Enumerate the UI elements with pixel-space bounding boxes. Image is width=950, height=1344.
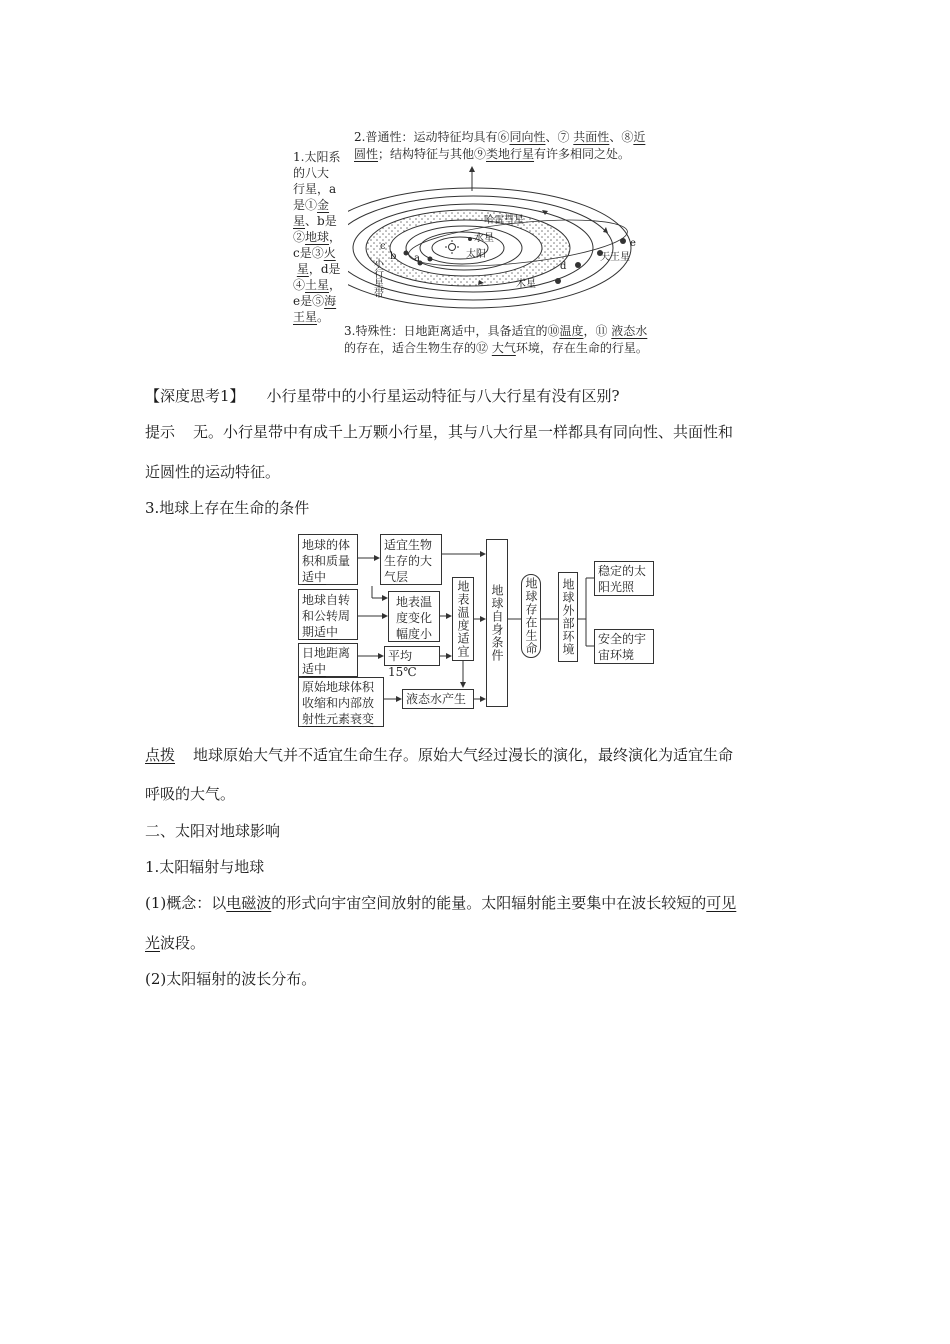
flow-box-temperature-variation: 地表温 度变化 幅度小	[388, 591, 440, 642]
wavelength-item: (2)太阳辐射的波长分布。	[145, 970, 317, 988]
planet-d-marker	[575, 262, 581, 268]
section3-heading: 3.地球上存在生命的条件	[145, 499, 310, 517]
label-uranus: 天王星	[600, 252, 630, 263]
flow-box-earth-own-conditions: 地球自身条件	[486, 539, 508, 707]
solar-system-figure	[288, 125, 668, 360]
flow-box-primitive-earth: 原始地球体积 收缩和内部放 射性元素衰变	[298, 677, 384, 727]
label-c: c	[380, 241, 386, 252]
dianbo-line-2: 呼吸的大气。	[145, 785, 236, 803]
label-e: e	[630, 238, 636, 249]
concept-line-1: (1)概念：以电磁波的形式向宇宙空间放射的能量。太阳辐射能主要集中在波长较短的可见	[145, 894, 737, 912]
figure-top-text-line2: 圆性；结构特征与其他⑨类地行星有许多相同之处。	[354, 147, 631, 161]
section2-sub1: 1.太阳辐射与地球	[145, 858, 265, 876]
figure-bottom-text-line1: 3.特殊性：日地距离适中，具备适宜的⑩温度，⑪ 液态水	[344, 324, 648, 338]
flow-box-life-exists-on-earth: 地球存在生命	[521, 574, 541, 658]
label-mercury: 水星	[474, 233, 494, 244]
flow-box-liquid-water: 液态水产生	[402, 689, 474, 709]
flow-box-atmosphere: 适宜生物 生存的大 气层	[380, 534, 442, 585]
flow-box-volume-mass: 地球的体 积和质量 适中	[298, 534, 358, 585]
concept-line-2: 光波段。	[145, 934, 206, 952]
label-halley-comet: 哈雷彗星	[484, 215, 524, 226]
flow-box-external-environment: 地球外部环境	[558, 572, 578, 662]
figure-top-text-line1: 2.普通性：运动特征均具有⑥同向性、⑦ 共面性、⑧近	[354, 130, 646, 144]
label-sun: 太阳	[466, 249, 486, 260]
figure-left-label: 1.太阳系 的八大 行星，a 是①金 星、b是 ②地球， c是③火 星，d是 ④土星， e是⑤海 王星。	[293, 150, 342, 324]
orbit-diagram	[348, 163, 648, 323]
flow-box-stable-sunlight: 稳定的太 阳光照	[594, 561, 654, 596]
life-conditions-flowchart	[296, 534, 661, 726]
mercury-marker	[468, 237, 472, 241]
planet-c-marker	[404, 251, 409, 256]
planet-a-marker	[428, 257, 433, 262]
flow-box-sun-earth-distance: 日地距离 适中	[298, 643, 358, 677]
label-asteroid-belt: 小行星带	[374, 259, 384, 300]
flow-box-safe-cosmic-environment: 安全的宇 宙环境	[594, 629, 654, 664]
flow-box-suitable-surface-temp: 地表温度适宜	[452, 577, 474, 661]
figure-bottom-text-line2: 的存在，适合生物生存的⑫ 大气环境，存在生命的行星。	[344, 341, 648, 355]
flowchart-connectors	[296, 534, 661, 729]
deep-think-title: 【深度思考1】	[145, 387, 245, 405]
label-d: d	[560, 261, 567, 272]
flow-box-rotation-revolution: 地球自转 和公转周 期适中	[298, 589, 358, 640]
jupiter-marker	[555, 278, 561, 284]
hint-line-2: 近圆性的运动特征。	[145, 463, 281, 481]
label-a: a	[414, 253, 420, 264]
label-jupiter: 木星	[516, 279, 536, 290]
label-b: b	[390, 251, 397, 262]
dianbo-label: 点拨	[145, 746, 176, 764]
hint-label: 提示	[145, 423, 176, 441]
section2-heading: 二、太阳对地球影响	[145, 822, 281, 840]
planet-e-marker	[620, 238, 626, 244]
deep-think-question-line	[145, 385, 620, 406]
deep-think-question: 小行星带中的小行星运动特征与八大行星有没有区别?	[266, 387, 620, 405]
flow-box-average-15c: 平均15℃	[384, 646, 440, 666]
dianbo-line-1: 点拨 地球原始大气并不适宜生命生存。原始大气经过漫长的演化，最终演化为适宜生命	[145, 746, 734, 764]
hint-line-1: 提示 无。小行星带中有成千上万颗小行星，其与八大行星一样都具有同向性、共面性和	[145, 423, 734, 441]
